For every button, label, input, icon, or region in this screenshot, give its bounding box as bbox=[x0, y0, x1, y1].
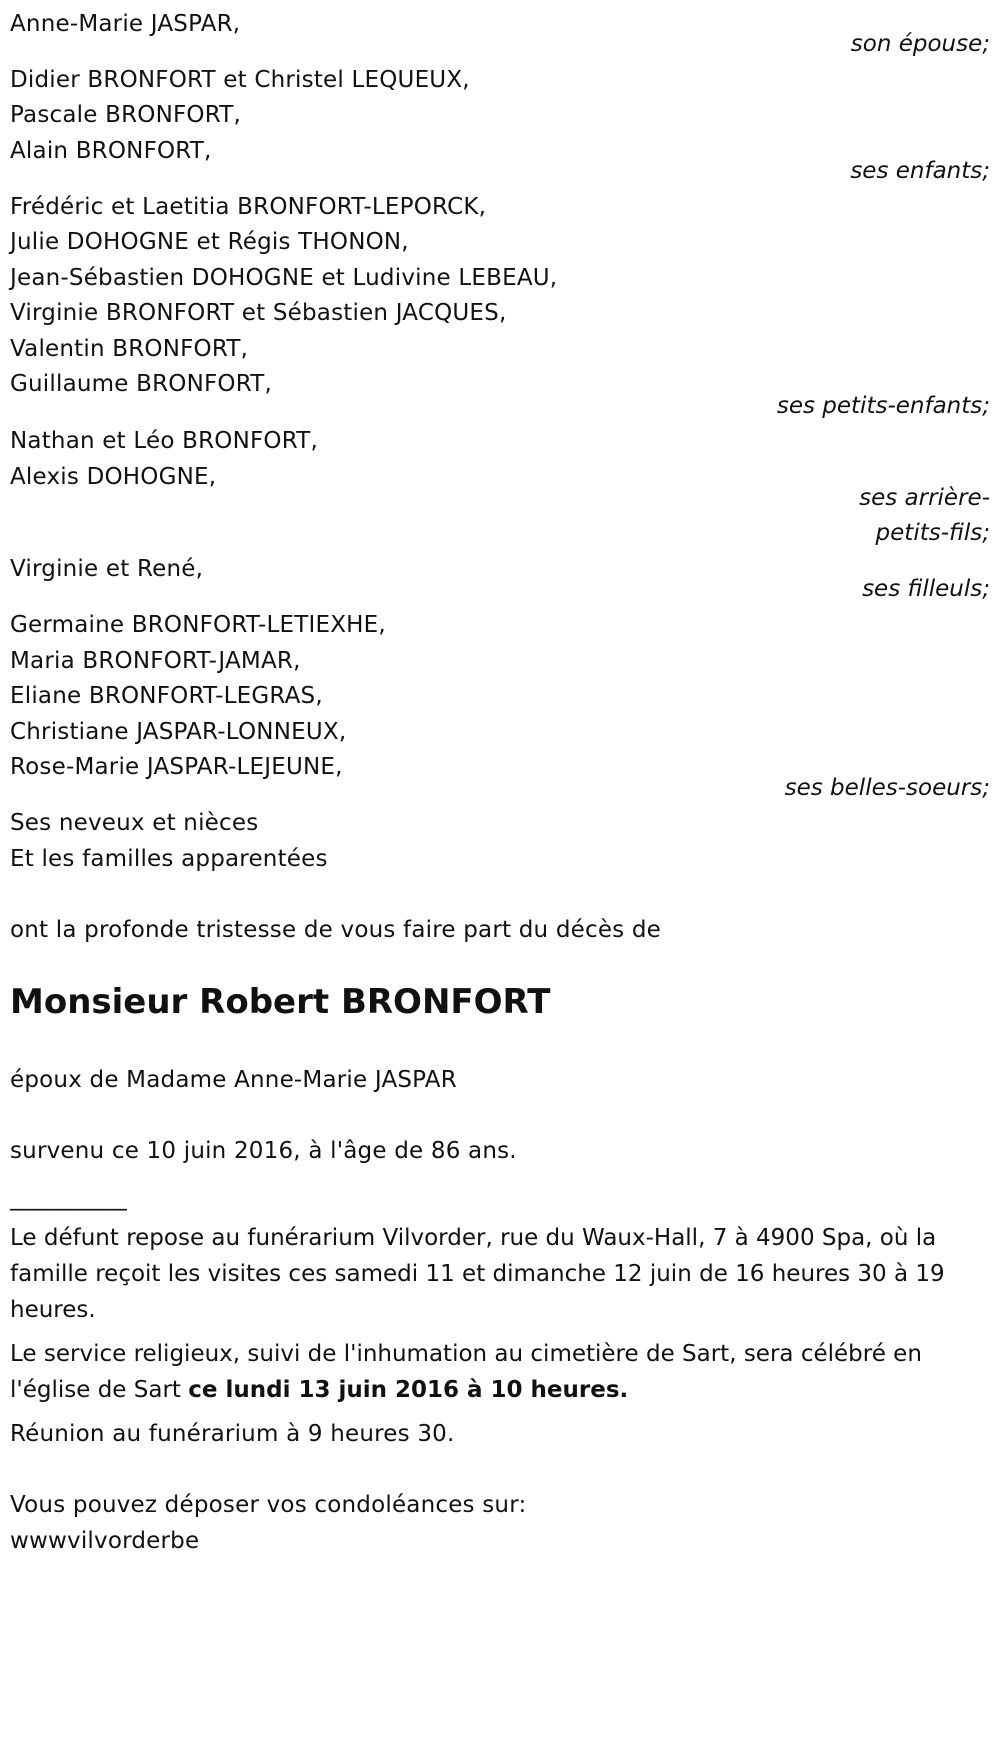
role-label: ses belles-soeurs; bbox=[784, 775, 990, 801]
name-line: Alain BRONFORT, bbox=[10, 138, 212, 164]
name-line: Germaine BRONFORT-LETIEXHE, bbox=[10, 612, 386, 638]
name-line: Anne-Marie JASPAR, bbox=[10, 11, 241, 37]
name-line: Virginie et René, bbox=[10, 556, 204, 582]
name-line: Frédéric et Laetitia BRONFORT-LEPORCK, bbox=[10, 194, 487, 220]
name-line: Guillaume BRONFORT, bbox=[10, 371, 272, 397]
name-line: Valentin BRONFORT, bbox=[10, 336, 249, 362]
role-label: ses petits-enfants; bbox=[776, 393, 990, 419]
meeting-text: Réunion au funérarium à 9 heures 30. bbox=[10, 1421, 455, 1447]
family-line: Ses neveux et nièces bbox=[10, 810, 259, 836]
name-line: Christiane JASPAR-LONNEUX, bbox=[10, 719, 347, 745]
name-line: Nathan et Léo BRONFORT, bbox=[10, 428, 318, 454]
service-date-bold: ce lundi 13 juin 2016 à 10 heures. bbox=[188, 1377, 629, 1403]
role-label: ses filleuls; bbox=[862, 576, 990, 602]
role-label: petits-fils; bbox=[875, 520, 990, 546]
announcement-text: ont la profonde tristesse de vous faire part du décès de bbox=[10, 917, 662, 943]
role-label: ses arrière- bbox=[859, 485, 990, 511]
condolences-label: Vous pouvez déposer vos condoléances sur: bbox=[10, 1492, 527, 1518]
name-line: Didier BRONFORT et Christel LEQUEUX, bbox=[10, 67, 470, 93]
visitation-text: Le défunt repose au funérarium Vilvorder, rue du Waux-Hall, 7 à 4900 Spa, où la famille reçoit les visites ces samedi 11 et dimanche 12 juin de 16 heures 30 à 19 heures. bbox=[10, 1225, 945, 1323]
name-line: Virginie BRONFORT et Sébastien JACQUES, bbox=[10, 300, 507, 326]
name-line: Jean-Sébastien DOHOGNE et Ludivine LEBEAU, bbox=[10, 265, 558, 291]
death-line: survenu ce 10 juin 2016, à l'âge de 86 ans. bbox=[10, 1138, 517, 1164]
role-label: son épouse; bbox=[850, 31, 990, 57]
name-line: Maria BRONFORT-JAMAR, bbox=[10, 648, 301, 674]
service-text bbox=[10, 1336, 980, 1408]
separator: __________ bbox=[10, 1185, 127, 1211]
name-line: Pascale BRONFORT, bbox=[10, 102, 241, 128]
role-label: ses enfants; bbox=[850, 158, 990, 184]
name-line: Alexis DOHOGNE, bbox=[10, 464, 217, 490]
condolences-site[interactable]: wwwvilvorderbe bbox=[10, 1528, 200, 1554]
service-text-regular: Le service religieux, suivi de l'inhumation au cimetière de Sart, sera célébré en l'église de Sart bbox=[10, 1341, 922, 1403]
deceased-name: Monsieur Robert BRONFORT bbox=[10, 982, 551, 1022]
spouse-line: époux de Madame Anne-Marie JASPAR bbox=[10, 1067, 457, 1093]
family-line: Et les familles apparentées bbox=[10, 846, 328, 872]
name-line: Julie DOHOGNE et Régis THONON, bbox=[10, 229, 409, 255]
name-line: Rose-Marie JASPAR-LEJEUNE, bbox=[10, 754, 343, 780]
name-line: Eliane BRONFORT-LEGRAS, bbox=[10, 683, 323, 709]
